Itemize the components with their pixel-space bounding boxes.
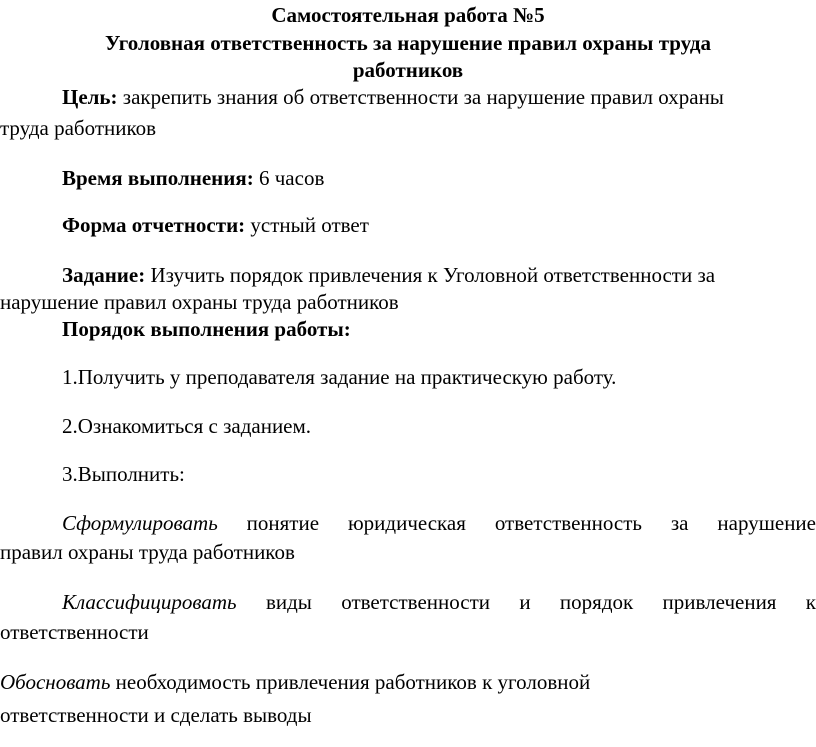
report-line xyxy=(62,212,816,238)
action-text: необходимость привлечения работников к уголовной xyxy=(115,670,591,694)
report-value: устный ответ xyxy=(250,213,369,237)
task-text: Изучить порядок привлечения к Уголовной ответственности за xyxy=(150,263,716,287)
procedure-step: 1.Получить у преподавателя задание на практическую работу. xyxy=(62,365,617,389)
action-text: виды ответственности и порядок привлечения к xyxy=(265,590,816,614)
procedure-step: 3.Выполнить: xyxy=(62,462,185,486)
task-line2: нарушение правил охраны труда работников xyxy=(0,290,399,314)
goal-line1 xyxy=(62,84,816,110)
action-verb: Классифицировать xyxy=(62,590,237,614)
action-line2: ответственности xyxy=(0,620,149,644)
procedure-step: 2.Ознакомиться с заданием. xyxy=(62,414,312,438)
report-label: Форма отчетности: xyxy=(62,213,246,237)
procedure-heading: Порядок выполнения работы: xyxy=(62,317,351,341)
document-title: Самостоятельная работа №5 xyxy=(271,3,545,27)
action-verb: Обосновать xyxy=(0,670,111,694)
time-line xyxy=(62,165,816,191)
action-verb: Сформулировать xyxy=(62,511,218,535)
document-subtitle-line2: работников xyxy=(352,58,464,82)
time-label: Время выполнения: xyxy=(62,166,254,190)
action-text: понятие юридическая ответственность за нарушение xyxy=(246,511,816,535)
action-line2: ответственности и сделать выводы xyxy=(0,703,312,727)
action-line2: правил охраны труда работников xyxy=(0,540,295,564)
action-line1 xyxy=(62,510,816,536)
document-subtitle-line1: Уголовная ответственность за нарушение правил охраны труда xyxy=(105,31,711,55)
task-line1 xyxy=(62,262,816,288)
action-line1 xyxy=(0,669,816,695)
time-value: 6 часов xyxy=(259,166,325,190)
task-label: Задание: xyxy=(62,263,146,287)
goal-text: закрепить знания об ответственности за нарушение правил охраны xyxy=(122,85,724,109)
goal-label: Цель: xyxy=(62,85,118,109)
action-line1 xyxy=(62,589,816,615)
goal-line2: труда работников xyxy=(0,116,157,140)
